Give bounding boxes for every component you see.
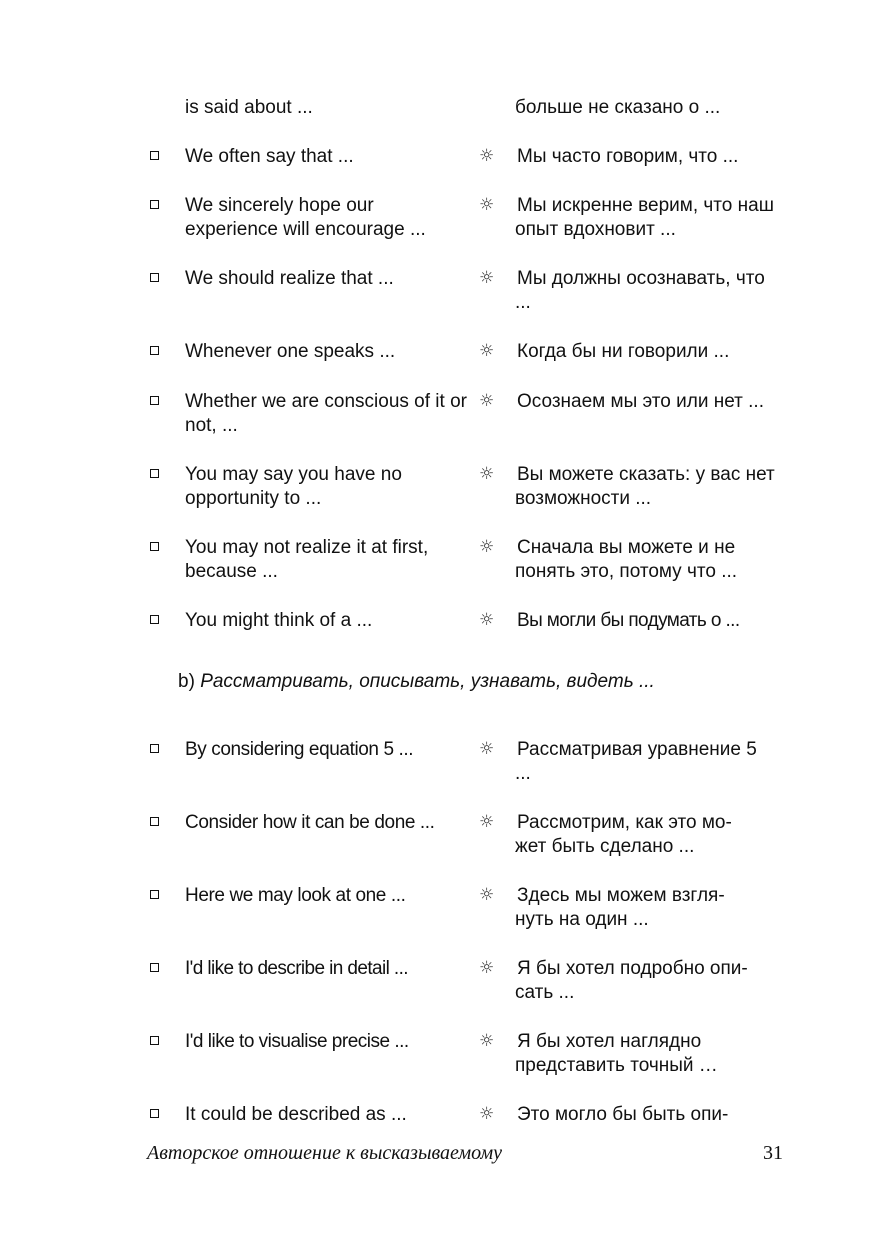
- english-phrase: I'd like to describe in detail ...: [185, 958, 408, 979]
- section-title: Рассматривать, описывать, узнавать, видеть ...: [200, 671, 655, 692]
- checkbox-bullet-icon: [150, 469, 159, 478]
- english-phrase: Whether we are conscious of it or not, ...: [185, 391, 467, 436]
- checkbox-bullet-icon: [150, 1036, 159, 1045]
- sun-icon: ☼: [479, 1104, 495, 1124]
- english-phrase: We sincerely hope our experience will encourage ...: [185, 195, 426, 240]
- russian-translation: Это могло бы быть опи-: [517, 1104, 729, 1125]
- checkbox-bullet-icon: [150, 963, 159, 972]
- russian-translation: Я бы хотел наглядно представить точный …: [515, 1031, 718, 1076]
- russian-translation: Мы должны осознавать, что ...: [515, 268, 765, 313]
- english-phrase: I'd like to visualise precise ...: [185, 1031, 409, 1052]
- russian-translation: Вы можете сказать: у вас нет возможности ...: [515, 464, 775, 509]
- sun-icon: ☼: [479, 610, 495, 630]
- sun-icon: ☼: [479, 341, 495, 361]
- english-phrase: You may not realize it at first, because ...: [185, 537, 429, 582]
- english-phrase: You may say you have no opportunity to ...: [185, 464, 402, 509]
- checkbox-bullet-icon: [150, 151, 159, 160]
- russian-translation: больше не сказано о ...: [515, 97, 721, 118]
- russian-translation: Сначала вы можете и не понять это, потому что ...: [515, 537, 738, 582]
- sun-icon: ☼: [479, 391, 495, 411]
- checkbox-bullet-icon: [150, 744, 159, 753]
- checkbox-bullet-icon: [150, 273, 159, 282]
- english-phrase: Whenever one speaks ...: [185, 341, 396, 362]
- sun-icon: ☼: [479, 958, 495, 978]
- checkbox-bullet-icon: [150, 396, 159, 405]
- sun-icon: ☼: [479, 812, 495, 832]
- english-phrase: We often say that ...: [185, 146, 354, 167]
- russian-translation: Мы часто говорим, что ...: [517, 146, 739, 167]
- english-phrase: Consider how it can be done ...: [185, 812, 435, 833]
- english-phrase: It could be described as ...: [185, 1104, 407, 1125]
- russian-translation: Когда бы ни говорили ...: [517, 341, 730, 362]
- russian-translation: Здесь мы можем взгля-нуть на один ...: [515, 885, 725, 930]
- sun-icon: ☼: [479, 195, 495, 215]
- russian-translation: Я бы хотел подробно опи-сать ...: [515, 958, 748, 1003]
- russian-translation: Осознаем мы это или нет ...: [517, 391, 764, 412]
- checkbox-bullet-icon: [150, 817, 159, 826]
- sun-icon: ☼: [479, 1031, 495, 1051]
- sun-icon: ☼: [479, 268, 495, 288]
- checkbox-bullet-icon: [150, 346, 159, 355]
- footer-title: Авторское отношение к высказываемому: [147, 1142, 503, 1164]
- checkbox-bullet-icon: [150, 890, 159, 899]
- checkbox-bullet-icon: [150, 200, 159, 209]
- section-heading: [178, 670, 655, 694]
- english-phrase: is said about ...: [185, 97, 313, 118]
- checkbox-bullet-icon: [150, 1109, 159, 1118]
- russian-translation: Рассмотрим, как это мо-жет быть сделано ...: [515, 812, 732, 857]
- english-phrase: Here we may look at one ...: [185, 885, 406, 906]
- sun-icon: ☼: [479, 146, 495, 166]
- english-phrase: We should realize that ...: [185, 268, 394, 289]
- english-phrase: By considering equation 5 ...: [185, 739, 414, 760]
- checkbox-bullet-icon: [150, 615, 159, 624]
- section-prefix: b): [178, 671, 195, 692]
- sun-icon: ☼: [479, 537, 495, 557]
- sun-icon: ☼: [479, 464, 495, 484]
- checkbox-bullet-icon: [150, 542, 159, 551]
- page-number: 31: [763, 1142, 783, 1164]
- russian-translation: Рассматривая уравнение 5 ...: [515, 739, 757, 784]
- russian-translation: Мы искренне верим, что наш опыт вдохновит ...: [515, 195, 774, 240]
- english-phrase: You might think of a ...: [185, 610, 373, 631]
- page-footer: [147, 1142, 787, 1168]
- sun-icon: ☼: [479, 885, 495, 905]
- russian-translation: Вы могли бы подумать о ...: [517, 610, 740, 631]
- sun-icon: ☼: [479, 739, 495, 759]
